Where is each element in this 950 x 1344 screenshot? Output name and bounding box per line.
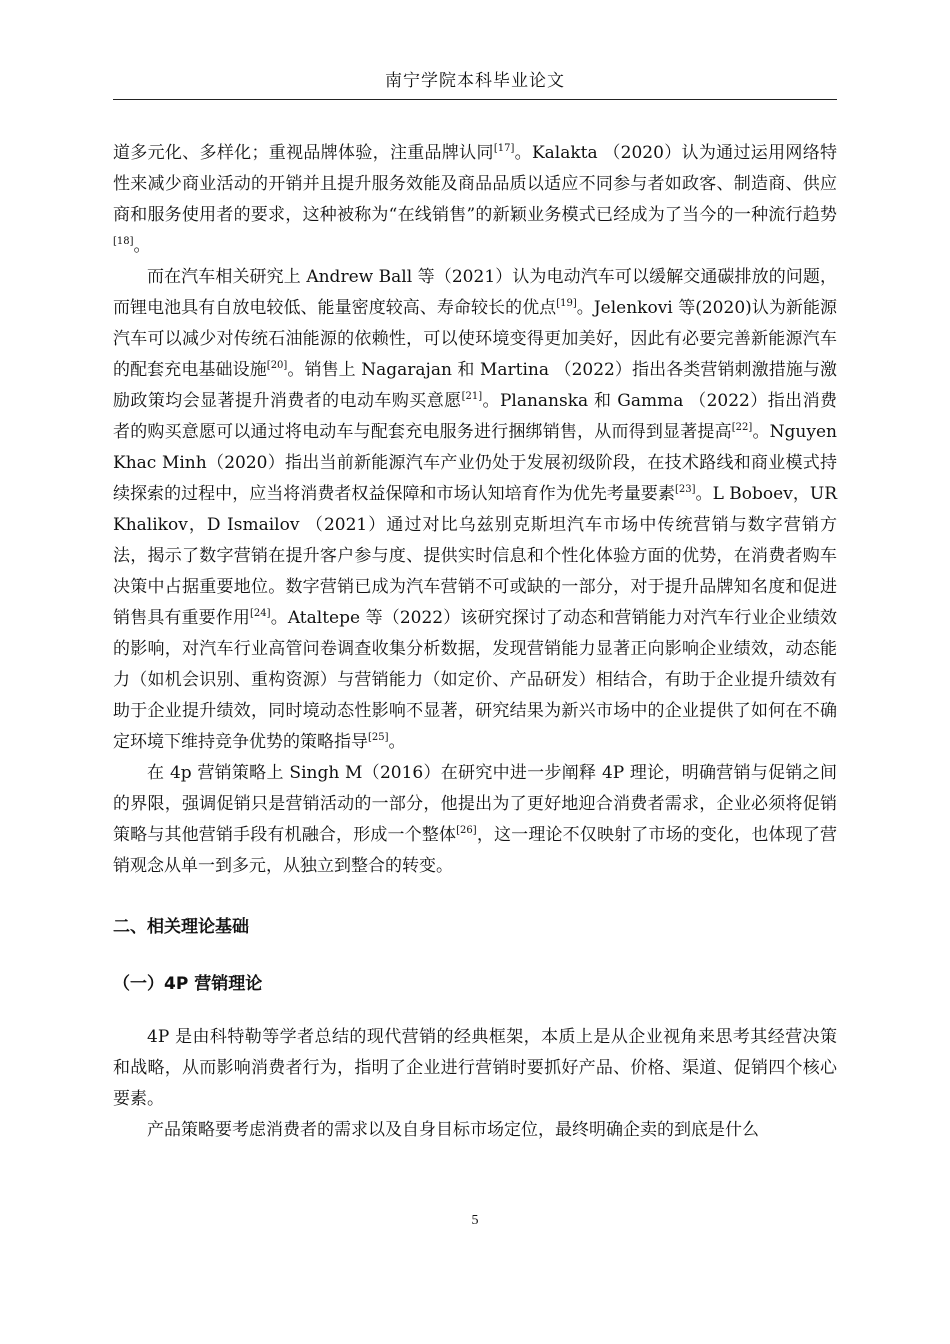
text-run: 。销售上 Nagarajan 和 Martina （2022）指出各类营销刺激措施与激励政策均会显著提升消费者的电动车购买意愿: [113, 360, 837, 411]
text-run: 。: [388, 732, 406, 752]
text-run: 在 4p 营销策略上 Singh M（2016）在研究中进一步阐释 4P 理论，明确营销与促销之间的界限，强调促销只是营销活动的一部分，他提出为了更好地迎合消费者需求，企业必须将促销策略与其他营销手段有机融合，形成一个整体: [113, 763, 837, 845]
text-run: 。Kalakta （2020）认为通过运用网络特性来减少商业活动的开销并且提升服务效能及商品品质以适应不同参与者如政客、制造商、供应商和服务使用者的要求，这种被称为“在线销售”的新颖业务模式已经成为了当今的一种流行趋势: [113, 143, 838, 225]
text-run: 。Nguyen Khac Minh（2020）指出当前新能源汽车产业仍处于发展初级阶段，在技术路线和商业模式持续探索的过程中，应当将消费者权益保障和市场认知培育作为优先考量要素: [113, 422, 837, 504]
citation-ref[interactable]: [18]: [113, 236, 134, 247]
citation-ref[interactable]: [25]: [368, 732, 389, 743]
paragraph-4p-definition: 4P 是由科特勒等学者总结的现代营销的经典框架，本质上是从企业视角来思考其经营决策和战略，从而影响消费者行为，指明了企业进行营销时要抓好产品、价格、渠道、促销四个核心要素。: [113, 1027, 837, 1109]
text-run: ，这一理论不仅映射了市场的变化，也体现了营销观念从单一到多元，从独立到整合的转变。: [113, 825, 838, 876]
text-run: 。Plananska 和 Gamma （2022）指出消费者的购买意愿可以通过将电动车与配套充电服务进行捆绑销售，从而得到显著提高: [113, 391, 837, 442]
citation-ref[interactable]: [17]: [493, 143, 515, 154]
citation-ref[interactable]: [24]: [250, 608, 271, 619]
page-number: 5: [471, 1213, 479, 1228]
paragraph-continuation: [113, 138, 837, 262]
text-run: 。Ataltepe 等（2022）该研究探讨了动态和营销能力对汽车行业企业绩效的影响，对汽车行业高管问卷调查收集分析数据，发现营销能力显著正向影响企业绩效，动态能力（如机会识别、重构资源）与营销能力（如定价、产品研发）相结合，有助于企业提升绩效有助于企业提升绩效，同时境动态性影响不显著，研究结果为新兴市场中的企业提供了如何在不确定环境下维持竞争优势的策略指导: [113, 608, 838, 752]
citation-ref[interactable]: [23]: [674, 484, 696, 495]
citation-ref[interactable]: [22]: [731, 422, 753, 433]
citation-ref[interactable]: [20]: [266, 360, 288, 371]
text-run: 。: [133, 236, 151, 256]
paragraph-automotive-research: [113, 262, 837, 758]
header-rule: [113, 99, 837, 100]
section-heading: 二、相关理论基础: [113, 917, 249, 937]
subsection-heading: （一）4P 营销理论: [113, 974, 263, 994]
text-run: 而在汽车相关研究上 Andrew Ball 等（2021）认为电动汽车可以缓解交通碳排放的问题，而锂电池具有自放电较低、能量密度较高、寿命较长的优点: [113, 267, 837, 318]
citation-ref[interactable]: [19]: [556, 298, 577, 309]
text-run: 。Jelenkovi 等(2020)认为新能源汽车可以减少对传统石油能源的依赖性，可以使环境变得更加美好，因此有必要完善新能源汽车的配套充电基础设施: [113, 298, 837, 380]
paragraph-4p-strategy: [113, 758, 837, 882]
text-run: 。L Boboev，UR Khalikov，D Ismailov （2021）通过对比乌兹别克斯坦汽车市场中传统营销与数字营销方法，揭示了数字营销在提升客户参与度、提供实时信息和个性化体验方面的优势，在消费者购车决策中占据重要地位。数字营销已成为汽车营销不可或缺的一部分，对于提升品牌知名度和促进销售具有重要作用: [113, 484, 837, 628]
citation-ref[interactable]: [21]: [461, 391, 483, 402]
running-header: 南宁学院本科毕业论文: [385, 71, 565, 91]
document-body: [113, 138, 837, 1146]
text-run: 道多元化、多样化；重视品牌体验，注重品牌认同: [113, 143, 494, 163]
paragraph-product-strategy: 产品策略要考虑消费者的需求以及自身目标市场定位，最终明确企卖的到底是什么: [147, 1120, 759, 1140]
citation-ref[interactable]: [26]: [456, 825, 477, 836]
